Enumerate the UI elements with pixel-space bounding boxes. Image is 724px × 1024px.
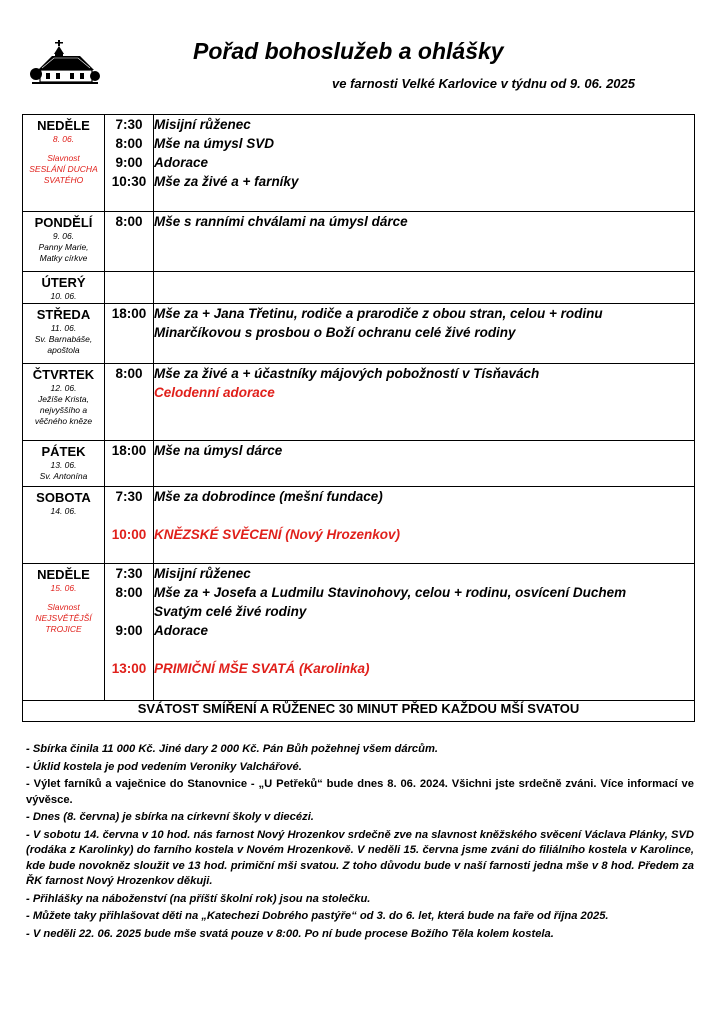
day-name: ČTVRTEK [32,367,95,382]
schedule-row [23,304,695,364]
service-description [154,544,694,563]
day-note: SESLÁNÍ DUCHA [29,164,98,174]
time-cell [105,364,154,441]
day-name: PONDĚLÍ [34,215,93,230]
time-cell [105,212,154,272]
day-name: NEDĚLE [37,118,90,133]
time-cell [105,115,154,212]
day-cell [23,487,105,564]
service-description: Mše za živé a + účastníky májových pobožností v Tísňavách [154,366,540,381]
schedule-row [23,441,695,487]
day-cell [23,441,105,487]
announcement-item: - V sobotu 14. června v 10 hod. nás farnost Nový Hrozenkov srdečně zve na slavnost kněžského svěcení Václava Plánky, SVD (rodáka z Karolinky) do farního kostela v Novém Hrozenkově. V neděli 15. června jsme zváni do filiálního kostela v Karolince, kde bude novokněz sloužit ve 13 hod. primiční mši svatou. Z toho důvodu bude v naší farnosti jedna mše v 8 hod. Předem za ŘK farnost Nový Hrozenkov děkuji. [26,828,694,887]
confession-banner: SVÁTOST SMÍŘENÍ A RŮŽENEC 30 MINUT PŘED KAŽDOU MŠÍ SVATOU [23,701,695,722]
service-time: 10:00 [111,527,147,542]
announcements [26,742,694,944]
service-time: 8:00 [115,214,143,229]
day-note: Panny Marie, [38,242,89,252]
service-time: 9:00 [115,623,143,638]
schedule-row [23,272,695,304]
service-time [105,383,153,402]
service-time: 10:30 [111,174,147,189]
service-time [105,544,153,563]
service-time: 18:00 [111,443,147,458]
service-description: Mše na úmysl SVD [154,136,275,151]
service-time: 18:00 [111,306,147,321]
event-cell [154,364,695,441]
day-cell [23,272,105,304]
schedule-row [23,115,695,212]
schedule-table [22,114,695,722]
footer-row [23,701,695,722]
day-name: STŘEDA [36,307,91,322]
schedule-row [23,212,695,272]
service-description: Adorace [154,623,209,638]
service-time [105,602,153,621]
service-description: Mše za + Josefa a Ludmilu Stavinohovy, celou + rodinu, osvícení Duchem [154,585,627,600]
day-note: nejvyššího a [39,405,88,415]
event-cell [154,487,695,564]
time-cell [105,487,154,564]
time-cell [105,304,154,364]
schedule-row [23,564,695,701]
service-time [105,678,153,697]
service-time: 7:30 [115,566,143,581]
event-cell [154,441,695,487]
event-cell [154,212,695,272]
service-time: 7:30 [115,489,143,504]
day-cell [23,115,105,212]
service-description: Celodenní adorace [154,385,275,400]
schedule-row [23,487,695,564]
service-time: 7:30 [115,117,143,132]
day-note: Ježíše Krista, [37,394,90,404]
day-note: Sv. Antonína [39,471,88,481]
service-description: Misijní růženec [154,566,251,581]
day-date: 12. 06. [50,383,77,393]
day-name: SOBOTA [36,490,91,505]
day-note: SVATÉHO [43,175,84,185]
day-note: apoštola [47,345,80,355]
day-date: 10. 06. [50,291,77,301]
event-cell [154,564,695,701]
day-note: Matky církve [39,253,88,263]
service-description: Mše s ranními chválami na úmysl dárce [154,214,408,229]
service-time: 8:00 [115,585,143,600]
service-description: Minarčíkovou s prosbou o Boží ochranu celé živé rodiny [154,325,516,340]
schedule-row [23,364,695,441]
page-subtitle: ve farnosti Velké Karlovice v týdnu od 9. 06. 2025 [332,76,635,91]
service-description: Mše za dobrodince (mešní fundace) [154,489,383,504]
day-date: 15. 06. [50,583,77,593]
time-cell [105,272,154,304]
service-time: 8:00 [115,366,143,381]
day-name: NEDĚLE [37,567,90,582]
announcement-item: - Sbírka činila 11 000 Kč. Jiné dary 2 000 Kč. Pán Bůh požehnej všem dárcům. [26,743,439,755]
service-description: PRIMIČNÍ MŠE SVATÁ (Karolinka) [154,661,370,676]
service-time: 9:00 [115,155,143,170]
service-description: Mše za + Jana Třetinu, rodiče a prarodiče z obou stran, celou + rodinu [154,306,603,321]
service-description: Misijní růženec [154,117,251,132]
service-description: Mše na úmysl dárce [154,443,283,458]
service-description: Svatým celé živé rodiny [154,604,307,619]
service-time: 13:00 [111,661,147,676]
event-cell [154,272,695,304]
service-time [105,323,153,342]
day-note: TROJICE [45,624,82,634]
day-cell [23,364,105,441]
event-cell [154,115,695,212]
day-note: Slavnost [47,153,80,163]
announcement-item: - Výlet farníků a vaječnice do Stanovnice - „U Petřeků“ bude dnes 8. 06. 2024. Všichni jste srdečně zváni. Více informací ve vývěsce. [26,778,694,806]
service-description: Mše za živé a + farníky [154,174,299,189]
day-note: NEJSVĚTĚJŠÍ [35,613,92,623]
day-name: PÁTEK [41,444,86,459]
announcement-item: - Můžete taky přihlašovat děti na „Katechezi Dobrého pastýře“ od 3. do 6. let, která bude na faře od října 2025. [26,910,609,922]
day-note: Slavnost [47,602,80,612]
day-date: 13. 06. [50,460,77,470]
service-time [105,640,153,659]
announcement-item: - Dnes (8. června) je sbírka na církevní školy v diecézi. [26,811,314,823]
announcement-item: - Úklid kostela je pod vedením Veroniky Valchářové. [26,760,302,773]
day-date: 9. 06. [52,231,75,241]
day-date: 14. 06. [50,506,77,516]
service-time: 8:00 [115,136,143,151]
day-date: 8. 06. [52,134,75,144]
event-cell [154,304,695,364]
time-cell [105,441,154,487]
day-cell [23,212,105,272]
day-name: ÚTERÝ [41,275,86,290]
time-cell [105,564,154,701]
day-cell [23,304,105,364]
day-note: Sv. Barnabáše, [34,334,93,344]
day-cell [23,564,105,701]
day-date: 11. 06. [50,323,77,333]
page-title: Pořad bohoslužeb a ohlášky [193,38,504,64]
service-description [154,640,694,659]
service-description: Adorace [154,155,209,170]
announcement-item: - Přihlášky na náboženství (na příští školní rok) jsou na stolečku. [26,892,371,905]
service-description: KNĚZSKÉ SVĚCENÍ (Nový Hrozenkov) [154,527,401,542]
service-description [154,506,694,525]
service-time [105,506,153,525]
church-icon [30,38,100,88]
announcement-item: - V neděli 22. 06. 2025 bude mše svatá pouze v 8:00. Po ní bude procese Božího Těla kolem kostela. [26,927,554,940]
service-description [154,678,694,697]
day-note: věčného kněze [34,416,93,426]
